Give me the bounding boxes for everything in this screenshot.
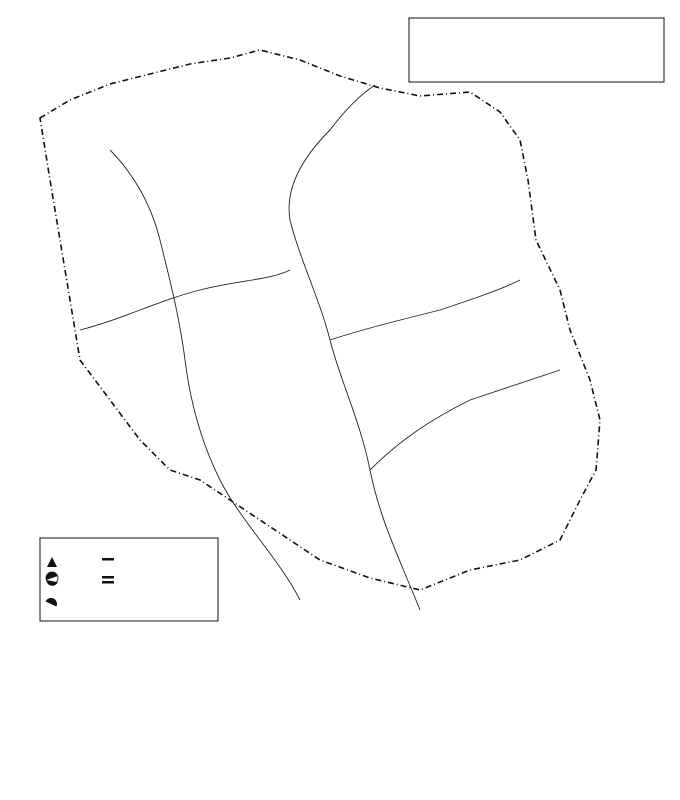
border-outline (40, 50, 600, 590)
legend-dash-icon (102, 558, 114, 561)
title-box (409, 18, 664, 82)
legend-box (40, 538, 218, 621)
legend-double-dash-icon-b (102, 581, 114, 584)
river-lines (80, 85, 560, 610)
legend-double-dash-icon-a (102, 576, 114, 579)
